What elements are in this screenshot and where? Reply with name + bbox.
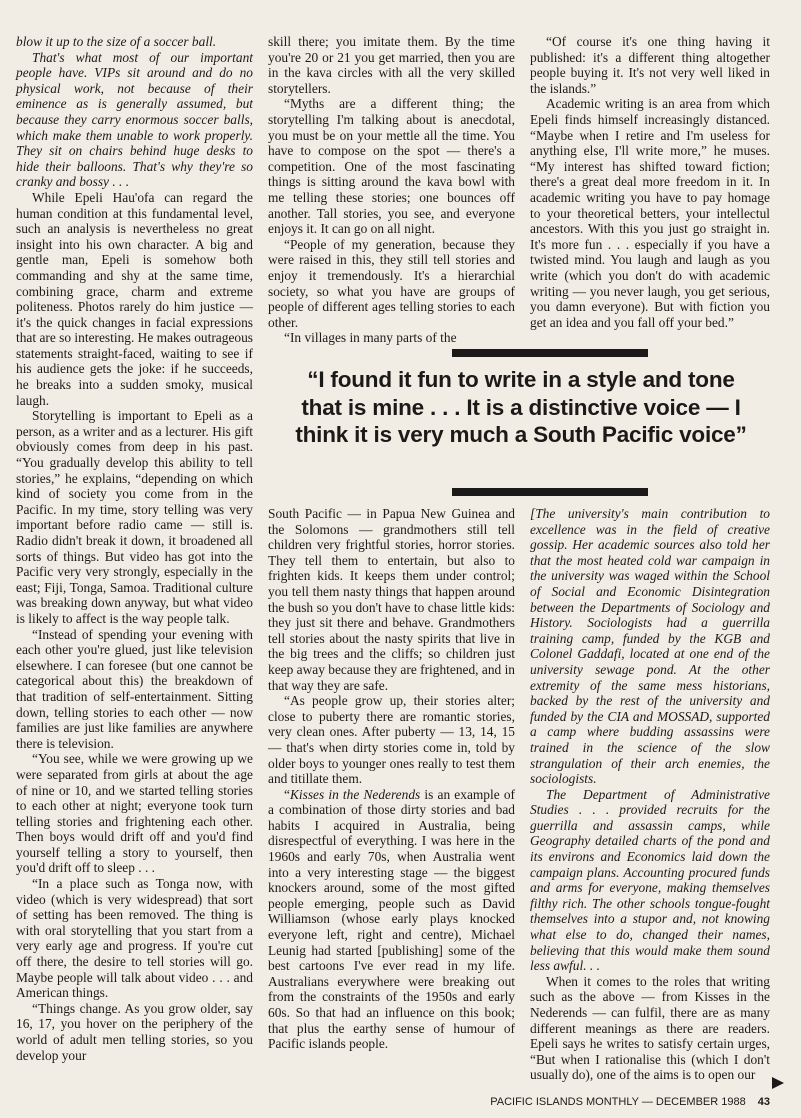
paragraph: “You see, while we were growing up we were separated from girls at about the age of nine or 10, and we started telling stories to each other at night; everyone took turn telling stories and frightening each other. Then boys would drift off and you'd find yourself telling a story to yourself, then you'd drift off to sleep . . . <box>16 751 253 876</box>
paragraph: “Of course it's one thing having it published: it's a different thing altogether people buying it. It's not very well liked in the islands.” <box>530 34 770 96</box>
arrow-right-icon <box>772 1077 784 1089</box>
paragraph: While Epeli Hau'ofa can regard the human condition at this fundamental level, such an analysis is nevertheless no great insight into his own character. A big and gentle man, Epeli is somehow both commanding and shy at the same time, combining grace, charm and extreme politeness. Photos rarely do him justice — it's the quick changes in facial expressions that are so interesting. He makes outrageous statements straight-faced, waiting to see if his audience gets the joke: if he succeeds, he breaks into a sudden smoky, musical laugh. <box>16 189 253 408</box>
article-column-5 <box>530 506 770 1083</box>
paragraph: That's what most of our important people have. VIPs sit around and do no physical work, not because of their eminence as is generally assumed, but because they carry enormous soccer balls, which make them unable to work properly. They sit on chairs behind huge desks to hide their balloons. That's why they're so cranky and bossy . . . <box>16 49 253 190</box>
page-footer <box>440 1096 770 1108</box>
pullquote-rule-bottom <box>452 488 648 496</box>
paragraph: Academic writing is an area from which Epeli finds himself increasingly distanced. “Maybe when I retire and I'm useless for anything else, I'll write more,” he muses. “My interest has shifted toward fiction; there's a great deal more freedom in it. In academic writing you have to pay homage to your theoretical betters, your intellectul ancestors. With this you just go straight in. It's more fun . . . especially if you have a twisted mind. You laugh and laugh as you write (which you don't do with academic writing — you never laugh, you get serious, you damn everyone). But with fiction you get an idea and you fall off your bed.” <box>530 96 770 330</box>
paragraph: “Things change. As you grow older, say 16, 17, you hover on the periphery of the world of adult men telling stories, so you develop your <box>16 1000 253 1063</box>
pull-quote: “I found it fun to write in a style and tone that is mine . . . It is a distinctive voice — I think it is very much a South Pacific voice” <box>295 367 747 447</box>
paragraph: “In villages in many parts of the <box>284 330 457 346</box>
paragraph: South Pacific — in Papua New Guinea and the Solomons — grandmothers still tell children very frightful stories, horror stories. They tell them to entertain, but also to frighten kids. It keeps them under control; you tell them nasty things that happen around the bush so you don't have to chase little kids: they just sit there and behave. Grandmothers tell stories about the nasty spirits that live in the big trees and the cliffs; so children just keep away because they are frightened, and in that way they are safe. <box>268 506 515 693</box>
pullquote-rule-top <box>452 349 648 357</box>
article-column-2 <box>268 34 515 346</box>
article-column-4 <box>268 506 515 1052</box>
paragraph: When it comes to the roles that writing such as the above — from Kisses in the Nederends — can fulfil, there are as many different meanings as there are readers. Epeli says he writes to satisfy certain urges, “But when I rationalise this (which I don't usually do), one of the aims is to open our <box>530 973 770 1083</box>
paragraph: “In a place such as Tonga now, with video (which is very widespread) that sort of setting has been removed. The thing is with oral storytelling that you start from a very early age and progress. If you're cut off there, the desire to tell stories will go. Maybe people will talk about video . . . and American things. <box>16 876 253 1001</box>
paragraph: [The university's main contribution to excellence was in the field of creative gossip. Her academic sources also told her that the most heated cold war campaign in the university was waged within the School of Social and Economic Disintegration between the Departments of Sociology and History. Sociologists had a guerrilla training camp, funded by the KGB and Colonel Gaddafi, located at one end of the university sewage pond. At the other extremity of the same mess historians, backed by the rest of the university and funded by the CIA and MOSSAD, supported a camp where budding assassins were trained in the science of the slow strangulation of their arch enemies, the sociologists. <box>530 506 770 787</box>
paragraph: “People of my generation, because they were raised in this, they still tell stories and enjoy it tremendously. It's a hierarchial society, so what you have are groups of people of different ages telling stories to each other. <box>268 236 515 330</box>
paragraph: “Myths are a different thing; the storytelling I'm talking about is anecdotal, you must be on your mettle all the time. You have to compose on the spot — there's a competition. One of the most fascinating things is sitting around the kava bowl with me telling these stories; one bounces off another. Tall stories, you see, and everyone enjoys it. It can go on all night. <box>268 96 515 237</box>
page-number: 43 <box>757 1096 770 1108</box>
paragraph: blow it up to the size of a soccer ball. <box>16 34 217 49</box>
paragraph: “As people grow up, their stories alter; close to puberty there are romantic stories, very clean ones. After puberty — 13, 14, 15 — that's when dirty stories come in, told by older boys to younger ones really to test them and titillate them. <box>268 693 515 787</box>
paragraph: Storytelling is important to Epeli as a person, as a writer and as a lecturer. His gift obviously comes from deep in his past. “You gradually develop this ability to tell stories,” he explains, “depending on which kind of society you come from in the Pacific. In my time, story telling was very important before radio came — still is. Radio didn't break it down, it broadened all sorts of things. But video has got into the Pacific very very strongly, especially in the east; Fiji, Tonga, Samoa. Traditional culture was breaking down anyway, but what video is likely to affect is the way people talk. <box>16 408 253 626</box>
paragraph: skill there; you imitate them. By the time you're 20 or 21 you get married, then you are in the kava circles with all the very skilled storytellers. <box>268 34 515 96</box>
article-column-1 <box>16 34 253 1063</box>
paragraph: “Kisses in the Nederends is an example of a combination of those dirty stories and bad habits I acquired in Australia, being disrespectful of everything. I was here in the 1960s and early 70s, when Australia went into a very interesting stage — the biggest knockers around, some of the most gifted people emerging, people such as David Williamson (whose early plays knocked everyone left, right and centre), Michael Leunig had started [publishing] some of the best cartoons I've ever read in my life. Australians everywhere were breaking out from the constraints of the 1950s and early 60s. So that had an influence on this book; that plus the earthy sense of humour of Pacific islands people. <box>268 786 515 1052</box>
paragraph: The Department of Administrative Studies . . . provided recruits for the guerrilla and assassin camps, while Geography detailed charts of the pond and its environs and Economics laid down the campaign plans. Accounting procured funds and arms for everyone, making themselves filthy rich. The other schools tongue-fought themselves into a stupor and, not knowing what else to do, changed their names, believing that this would make them sound less awful. . . <box>530 786 770 974</box>
publication-line: PACIFIC ISLANDS MONTHLY — DECEMBER 1988 <box>490 1096 746 1108</box>
paragraph: “Instead of spending your evening with each other you're glued, just like television elsewhere. I can foresee (but one cannot be categorical about this) the breakdown of that tradition of self-entertainment. Sitting down, telling stories to each other — now families are just like families are anywhere there is television. <box>16 626 253 751</box>
article-column-3 <box>530 34 770 330</box>
